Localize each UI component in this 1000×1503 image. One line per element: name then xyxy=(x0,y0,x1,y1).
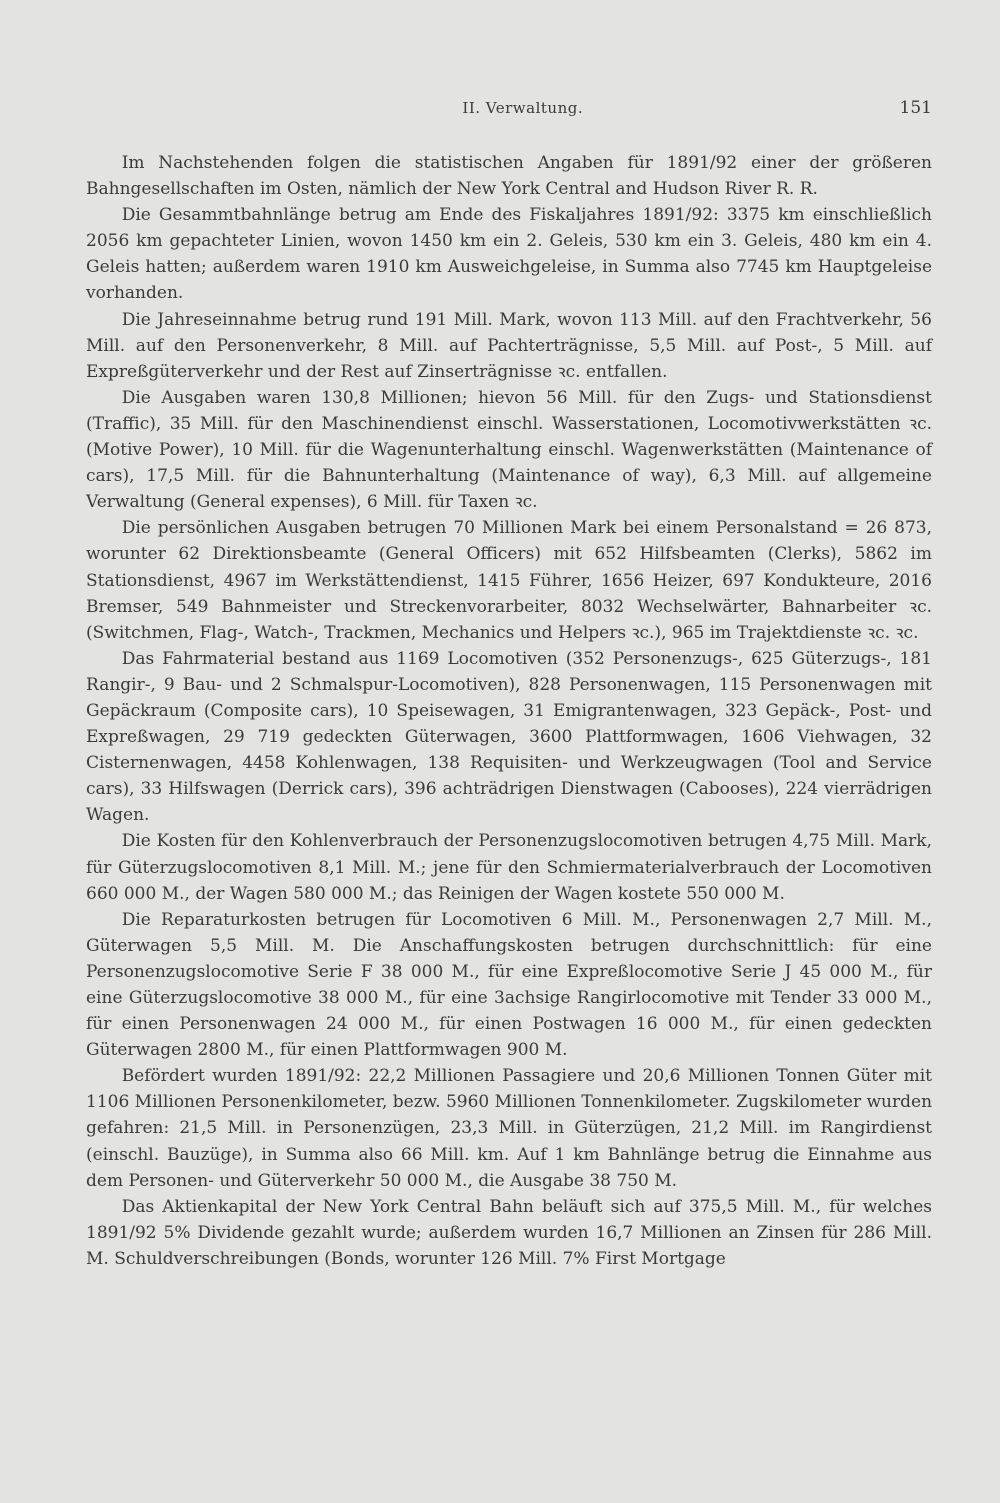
page-number: 151 xyxy=(899,98,932,118)
paragraph-intro: Im Nachstehenden folgen die statistischen Angaben für 1891/92 einer der größeren Bahngesellschaften im Osten, nämlich der New York Central and Hudson River R. R. xyxy=(86,153,932,200)
page-header xyxy=(86,98,932,124)
paragraph-capital: Das Aktienkapital der New York Central Bahn beläuft sich auf 375,5 Mill. M., für welches 1891/92 5% Dividende gezahlt wurde; außerdem wurden 16,7 Millionen an Zinsen für 286 Mill. M. Schuldverschreibungen (Bonds, worunter 126 Mill. 7% First Mortgage xyxy=(86,1196,932,1269)
paragraph-coal-costs: Die Kosten für den Kohlenverbrauch der Personenzugslocomotiven betrugen 4,75 Mill. Mark, für Güterzugslocomotiven 8,1 Mill. M.; jene für den Schmiermaterialverbrauch der Locomotiven 660 000 M., der Wagen 580 000 M.; das Reinigen der Wagen kostete 550 000 M. xyxy=(86,831,932,904)
body-text xyxy=(86,150,932,1272)
paragraph-annual-revenue: Die Jahreseinnahme betrug rund 191 Mill. Mark, wovon 113 Mill. auf den Frachtverkehr, 56 Mill. auf den Personenverkehr, 8 Mill. auf Pachterträgnisse, 5,5 Mill. auf Post-, 5 Mill. auf Expreßgüterverkehr und der Rest auf Zinserträgnisse ꝛc. entfallen. xyxy=(86,309,932,382)
paragraph-rolling-stock: Das Fahrmaterial bestand aus 1169 Locomotiven (352 Personenzugs-, 625 Güterzugs-, 181 Rangir-, 9 Bau- und 2 Schmalspur-Locomotiven), 828 Personenwagen, 115 Personenwagen mit Gepäckraum (Composite cars), 10 Speisewagen, 31 Emigrantenwagen, 323 Gepäck-, Post- und Expreßwagen, 29 719 gedeckten Güterwagen, 3600 Plattformwagen, 1606 Viehwagen, 32 Cisternenwagen, 4458 Kohlenwagen, 138 Requisiten- und Werkzeugwagen (Tool and Service cars), 33 Hilfswagen (Derrick cars), 396 achträdrigen Dienstwagen (Cabooses), 224 vierrädrigen Wagen. xyxy=(86,648,932,826)
paragraph-expenses: Die Ausgaben waren 130,8 Millionen; hievon 56 Mill. für den Zugs- und Stationsdienst (Traffic), 35 Mill. für den Maschinendienst einschl. Wasserstationen, Locomotivwerkstätten ꝛc. (Motive Power), 10 Mill. für die Wagenunterhaltung einschl. Wagenwerkstätten (Maintenance of cars), 17,5 Mill. für die Bahnunterhaltung (Maintenance of way), 6,3 Mill. auf allgemeine Verwaltung (General expenses), 6 Mill. für Taxen ꝛc. xyxy=(86,387,932,513)
running-head: II. Verwaltung. xyxy=(462,99,584,117)
paragraph-traffic: Befördert wurden 1891/92: 22,2 Millionen Passagiere und 20,6 Millionen Tonnen Güter mit 1106 Millionen Personenkilometer, bezw. 5960 Millionen Tonnenkilometer. Zugskilometer wurden gefahren: 21,5 Mill. in Personenzügen, 23,3 Mill. in Güterzügen, 21,2 Mill. im Rangirdienst (einschl. Bauzüge), in Summa also 66 Mill. km. Auf 1 km Bahnlänge betrug die Einnahme aus dem Personen- und Güterverkehr 50 000 M., die Ausgabe 38 750 M. xyxy=(86,1066,933,1191)
paragraph-repair-costs: Die Reparaturkosten betrugen für Locomotiven 6 Mill. M., Personenwagen 2,7 Mill. M., Güterwagen 5,5 Mill. M. Die Anschaffungskosten betrugen durchschnittlich: für eine Personenzugslocomotive Serie F 38 000 M., für eine Expreßlocomotive Serie J 45 000 M., für eine Güterzugslocomotive 38 000 M., für eine 3achsige Rangirlocomotive mit Tender 33 000 M., für einen Personenwagen 24 000 M., für einen Postwagen 16 000 M., für einen gedeckten Güterwagen 2800 M., für einen Plattformwagen 900 M. xyxy=(86,909,932,1061)
paragraph-track-length: Die Gesammtbahnlänge betrug am Ende des Fiskaljahres 1891/92: 3375 km einschließlich 2056 km gepachteter Linien, wovon 1450 km ein 2. Geleis, 530 km ein 3. Geleis, 480 km ein 4. Geleis hatten; außerdem waren 1910 km Ausweichgeleise, in Summa also 7745 km Hauptgeleise vorhanden. xyxy=(86,205,932,304)
paragraph-personnel: Die persönlichen Ausgaben betrugen 70 Millionen Mark bei einem Personalstand = 26 873, worunter 62 Direktionsbeamte (General Officers) mit 652 Hilfsbeamten (Clerks), 5862 im Stationsdienst, 4967 im Werkstättendienst, 1415 Führer, 1656 Heizer, 697 Kondukteure, 2016 Bremser, 549 Bahnmeister und Streckenvorarbeiter, 8032 Wechselwärter, Bahnarbeiter ꝛc. (Switchmen, Flag-, Watch-, Trackmen, Mechanics und Helpers ꝛc.), 965 im Trajektdienste ꝛc. ꝛc. xyxy=(86,518,932,643)
